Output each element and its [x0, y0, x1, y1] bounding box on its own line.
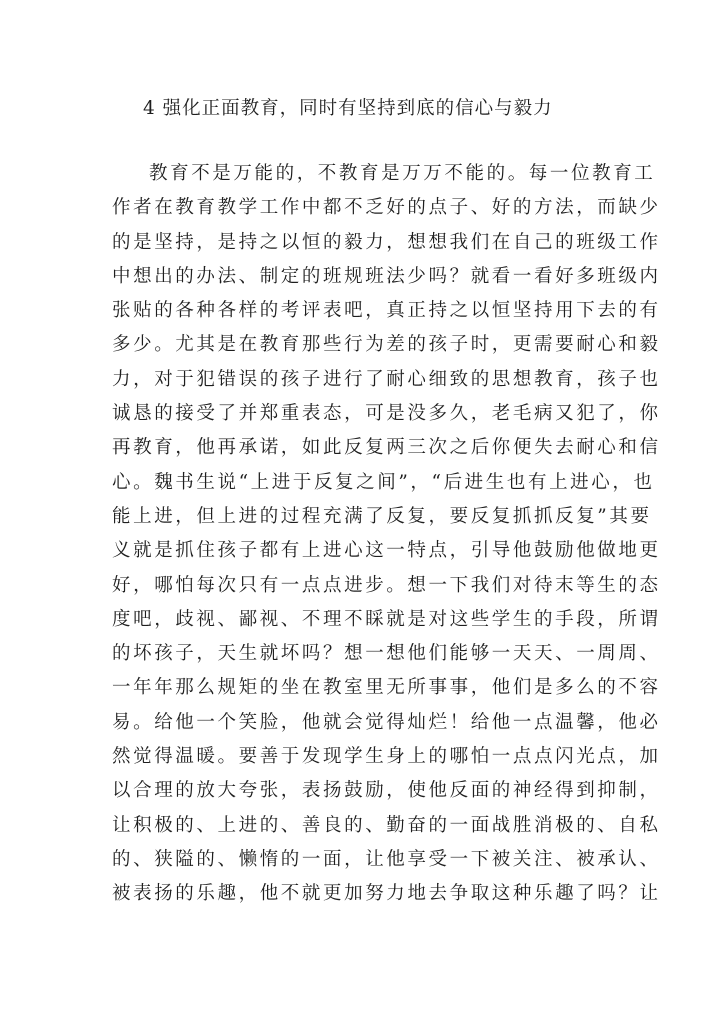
- paragraph-line: 的坏孩子，天生就坏吗？想一想他们能够一天天、一周周、: [112, 643, 661, 665]
- body-paragraph: [112, 161, 661, 916]
- paragraph-line: 义就是抓住孩子都有上进心这一特点，引导他鼓励他做地更: [112, 540, 661, 562]
- paragraph-line: 一年年那么规矩的坐在教室里无所事事，他们是多么的不容: [112, 677, 661, 699]
- paragraph-line: 诚恳的接受了并郑重表态，可是没多久，老毛病又犯了，你: [112, 403, 661, 425]
- paragraph-line: 力，对于犯错误的孩子进行了耐心细致的思想教育，孩子也: [112, 368, 661, 390]
- section-heading: 4 强化正面教育，同时有坚持到底的信心与毅力: [143, 98, 553, 119]
- paragraph-line: 作者在教育教学工作中都不乏好的点子、好的方法，而缺少: [112, 197, 661, 219]
- paragraph-line: 教育不是万能的，不教育是万万不能的。每一位教育工: [149, 163, 656, 184]
- paragraph-line: 中想出的办法、制定的班规班法少吗？就看一看好多班级内: [112, 265, 661, 287]
- paragraph-line: 被表扬的乐趣，他不就更加努力地去争取这种乐趣了吗？让: [112, 883, 661, 905]
- paragraph-line: 的是坚持，是持之以恒的毅力，想想我们在自己的班级工作: [112, 231, 661, 253]
- paragraph-line: 好，哪怕每次只有一点点进步。想一下我们对待末等生的态: [112, 574, 661, 596]
- paragraph-line: 张贴的各种各样的考评表吧，真正持之以恒坚持用下去的有: [112, 300, 661, 322]
- paragraph-line: 让积极的、上进的、善良的、勤奋的一面战胜消极的、自私: [112, 814, 661, 836]
- paragraph-line: 然觉得温暖。要善于发现学生身上的哪怕一点点闪光点，加: [112, 746, 661, 768]
- paragraph-line: 能上进，但上进的过程充满了反复，要反复抓抓反复”其要: [112, 505, 652, 527]
- paragraph-line: 心。魏书生说“上进于反复之间”，“后进生也有上进心，也: [112, 471, 655, 493]
- paragraph-line: 的、狭隘的、懒惰的一面，让他享受一下被关注、被承认、: [112, 848, 661, 870]
- paragraph-line: 易。给他一个笑脸，他就会觉得灿烂！给他一点温馨，他必: [112, 711, 661, 733]
- paragraph-line: 再教育，他再承诺，如此反复两三次之后你便失去耐心和信: [112, 437, 661, 459]
- paragraph-line: 度吧，歧视、鄙视、不理不睬就是对这些学生的手段，所谓: [112, 608, 661, 630]
- paragraph-line: 多少。尤其是在教育那些行为差的孩子时，更需要耐心和毅: [112, 334, 661, 356]
- paragraph-line: 以合理的放大夸张，表扬鼓励，使他反面的神经得到抑制，: [112, 780, 661, 802]
